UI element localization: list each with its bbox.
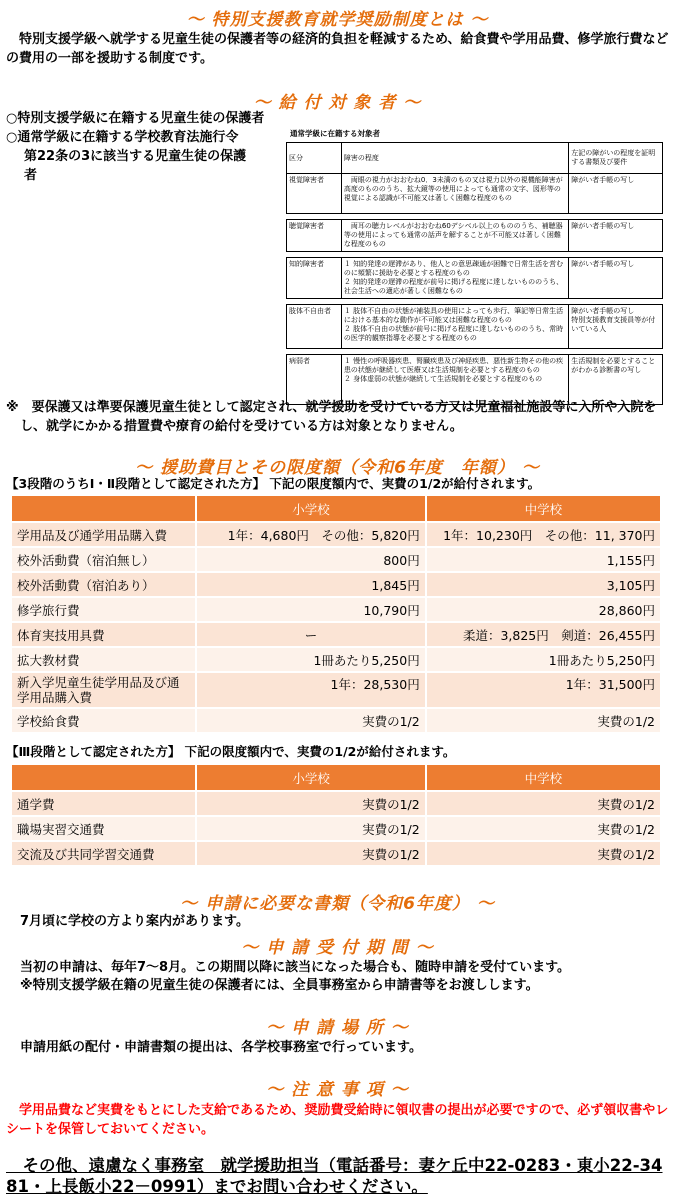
header-elementary: 小学校 bbox=[196, 495, 425, 522]
row-proof: 生活規制を必要とすることがわかる診断書の写し bbox=[569, 355, 663, 405]
table-header-cell: 区分 bbox=[287, 143, 342, 174]
header-empty bbox=[11, 495, 196, 522]
row-degree: １ 慢性の呼吸器疾患、腎臓疾患及び神経疾患、悪性新生物その他の疾患の状態が継続して医療又は生活規制を必要とする程度のもの ２ 身体虚弱の状態が継続して生活規制を必要とする程度のもの bbox=[341, 355, 568, 405]
row-elementary: 1年：28,530円 bbox=[196, 672, 425, 708]
row-degree: 両眼の視力がおおむね0．3未満のもの又は視力以外の視機能障害が高度のもののうち、拡大鏡等の使用によっても通常の文字、図形等の視覚による認識が不可能又は著しく困難な程度のもの bbox=[341, 174, 568, 214]
header-junior: 中学校 bbox=[426, 495, 661, 522]
table-row bbox=[11, 708, 661, 733]
row-degree: 両耳の聴力レベルがおおむね60デシベル以上のもののうち、補聴器等の使用によっても通常の話声を解することが不可能又は著しく困難な程度のもの bbox=[341, 220, 568, 252]
row-elementary: 1冊あたり5,250円 bbox=[196, 647, 425, 672]
table-row bbox=[287, 174, 663, 214]
contact-line-2: 81・上長飯小22－0991）までお問い合わせください。 bbox=[6, 1177, 428, 1196]
table-row bbox=[11, 791, 661, 816]
row-elementary: 実費の1/2 bbox=[196, 708, 425, 733]
aid-table-1 bbox=[10, 494, 662, 734]
table-row bbox=[11, 672, 661, 708]
row-junior: 3,105円 bbox=[426, 572, 661, 597]
row-junior: 実費の1/2 bbox=[426, 708, 661, 733]
row-elementary: 実費の1/2 bbox=[196, 841, 425, 866]
eligibility-table bbox=[286, 142, 663, 405]
intro-text: 特別支援学級へ就学する児童生徒の保護者等の経済的負担を軽減するため、給食費や学用品費、修学旅行費などの費用の一部を援助する制度です。 bbox=[6, 32, 669, 66]
row-junior: 1冊あたり5,250円 bbox=[426, 647, 661, 672]
aid-table-2 bbox=[10, 763, 662, 867]
row-junior: 実費の1/2 bbox=[426, 816, 661, 841]
notice-text: 学用品費など実費をもとにした支給であるため、奨励費受給時に領収書の提出が必要ですので、必ず領収書やレシートを保管しておいてください。 bbox=[6, 1103, 669, 1137]
row-proof: 障がい者手帳の写し 特別支援教育支援員等が付いている人 bbox=[569, 305, 663, 349]
row-junior: 実費の1/2 bbox=[426, 841, 661, 866]
eligible-item-2-end: 者 bbox=[24, 168, 38, 183]
row-junior: 実費の1/2 bbox=[426, 791, 661, 816]
row-degree: １ 知的発達の遅滞があり、他人との意思疎通が困難で日常生活を営むのに頻繁に援助を必要とする程度のもの ２ 知的発達の遅滞の程度が前号に掲げる程度に達しないもののうち、社会生活への適応が著しく困難なもの bbox=[341, 258, 568, 299]
row-proof: 障がい者手帳の写し bbox=[569, 220, 663, 252]
documents-heading: ～ 申請に必要な書類（令和6年度） ～ bbox=[180, 894, 495, 914]
header-empty bbox=[11, 764, 196, 791]
place-heading: ～ 申 請 場 所 ～ bbox=[266, 1018, 409, 1038]
place-text: 申請用紙の配付・申請書類の提出は、各学校事務室で行っています。 bbox=[20, 1040, 422, 1055]
table-row bbox=[11, 597, 661, 622]
eligible-item-2-cont: 第22条の3に該当する児童生徒の保護 bbox=[24, 149, 247, 164]
row-item: 交流及び共同学習交通費 bbox=[11, 841, 196, 866]
row-item: 新入学児童生徒学用品及び通学用品購入費 bbox=[11, 672, 196, 708]
row-item: 通学費 bbox=[11, 791, 196, 816]
row-junior: 1年：31,500円 bbox=[426, 672, 661, 708]
row-junior: 1,155円 bbox=[426, 547, 661, 572]
aid-caption-1: 【3段階のうちⅠ・Ⅱ段階として認定された方】 下記の限度額内で、実費の1/2が給付されます。 bbox=[6, 476, 541, 491]
row-elementary: 実費の1/2 bbox=[196, 816, 425, 841]
table-row bbox=[11, 841, 661, 866]
row-junior: 1年：10,230円 その他：11, 370円 bbox=[426, 522, 661, 547]
table-row bbox=[11, 522, 661, 547]
row-item: 校外活動費（宿泊あり） bbox=[11, 572, 196, 597]
row-elementary: 10,790円 bbox=[196, 597, 425, 622]
eligibility-table-title: 通常学級に在籍する対象者 bbox=[290, 129, 380, 138]
table-row bbox=[11, 547, 661, 572]
documents-text: 7月頃に学校の方より案内があります。 bbox=[20, 914, 250, 929]
row-item: 校外活動費（宿泊無し） bbox=[11, 547, 196, 572]
row-elementary: 1年：4,680円 その他：5,820円 bbox=[196, 522, 425, 547]
row-proof: 障がい者手帳の写し bbox=[569, 174, 663, 214]
eligible-item-1: ○特別支援学級に在籍する児童生徒の保護者 bbox=[6, 111, 265, 126]
row-category: 聴覚障害者 bbox=[287, 220, 342, 252]
period-heading: ～ 申 請 受 付 期 間 ～ bbox=[241, 938, 434, 958]
eligible-item-2: ○通常学級に在籍する学校教育法施行令 bbox=[6, 130, 239, 145]
table-row bbox=[11, 816, 661, 841]
table-row bbox=[287, 220, 663, 252]
table-row bbox=[11, 647, 661, 672]
row-degree: １ 肢体不自由の状態が補装具の使用によっても歩行、筆記等日常生活における基本的な動作が不可能又は困難な程度のもの ２ 肢体不自由の状態が前号に掲げる程度に達しないもののうち、常時の医学的観察指導を必要とする程度のもの bbox=[341, 305, 568, 349]
table-row bbox=[11, 572, 661, 597]
eligible-heading: ～ 給 付 対 象 者 ～ bbox=[253, 93, 422, 113]
row-category: 病弱者 bbox=[287, 355, 342, 405]
row-item: 職場実習交通費 bbox=[11, 816, 196, 841]
row-elementary: 実費の1/2 bbox=[196, 791, 425, 816]
notice-heading: ～ 注 意 事 項 ～ bbox=[266, 1080, 409, 1100]
row-item: 修学旅行費 bbox=[11, 597, 196, 622]
row-item: 拡大教材費 bbox=[11, 647, 196, 672]
page-title: ～ 特別支援教育就学奨励制度とは ～ bbox=[186, 10, 489, 30]
row-category: 知的障害者 bbox=[287, 258, 342, 299]
row-item: 学用品及び通学用品購入費 bbox=[11, 522, 196, 547]
row-junior: 28,860円 bbox=[426, 597, 661, 622]
period-line-1: 当初の申請は、毎年7～8月。この期間以降に該当になった場合も、随時申請を受付ています。 bbox=[20, 960, 571, 975]
row-junior: 柔道：3,825円 剣道：26,455円 bbox=[426, 622, 661, 647]
eligible-note: ※ 要保護又は準要保護児童生徒として認定され、就学援助を受けている方又は児童福祉施設等に入所や入院をし、就学にかかる措置費や療育の給付を受けている方は対象となりません。 bbox=[6, 400, 657, 434]
table-row bbox=[287, 258, 663, 299]
aid-heading: ～ 援助費目とその限度額（令和6年度 年額） ～ bbox=[135, 458, 540, 478]
table-header-cell: 障害の程度 bbox=[341, 143, 568, 174]
row-elementary: 1,845円 bbox=[196, 572, 425, 597]
header-elementary: 小学校 bbox=[196, 764, 425, 791]
row-category: 視覚障害者 bbox=[287, 174, 342, 214]
row-item: 学校給食費 bbox=[11, 708, 196, 733]
table-row bbox=[287, 305, 663, 349]
row-category: 肢体不自由者 bbox=[287, 305, 342, 349]
contact-line-1: その他、遠慮なく事務室 就学援助担当（電話番号：妻ケ丘中22-0283・東小22-34 bbox=[6, 1156, 663, 1175]
period-line-2: ※特別支援学級在籍の児童生徒の保護者には、全員事務室から申請書等をお渡しします。 bbox=[20, 978, 539, 993]
table-row bbox=[11, 622, 661, 647]
row-elementary: ー bbox=[196, 622, 425, 647]
row-item: 体育実技用具費 bbox=[11, 622, 196, 647]
row-elementary: 800円 bbox=[196, 547, 425, 572]
header-junior: 中学校 bbox=[426, 764, 661, 791]
table-row bbox=[287, 355, 663, 405]
table-header-cell: 左記の障がいの程度を証明する書類及び要件 bbox=[569, 143, 663, 174]
row-proof: 障がい者手帳の写し bbox=[569, 258, 663, 299]
aid-caption-2: 【Ⅲ段階として認定された方】 下記の限度額内で、実費の1/2が給付されます。 bbox=[6, 744, 456, 759]
